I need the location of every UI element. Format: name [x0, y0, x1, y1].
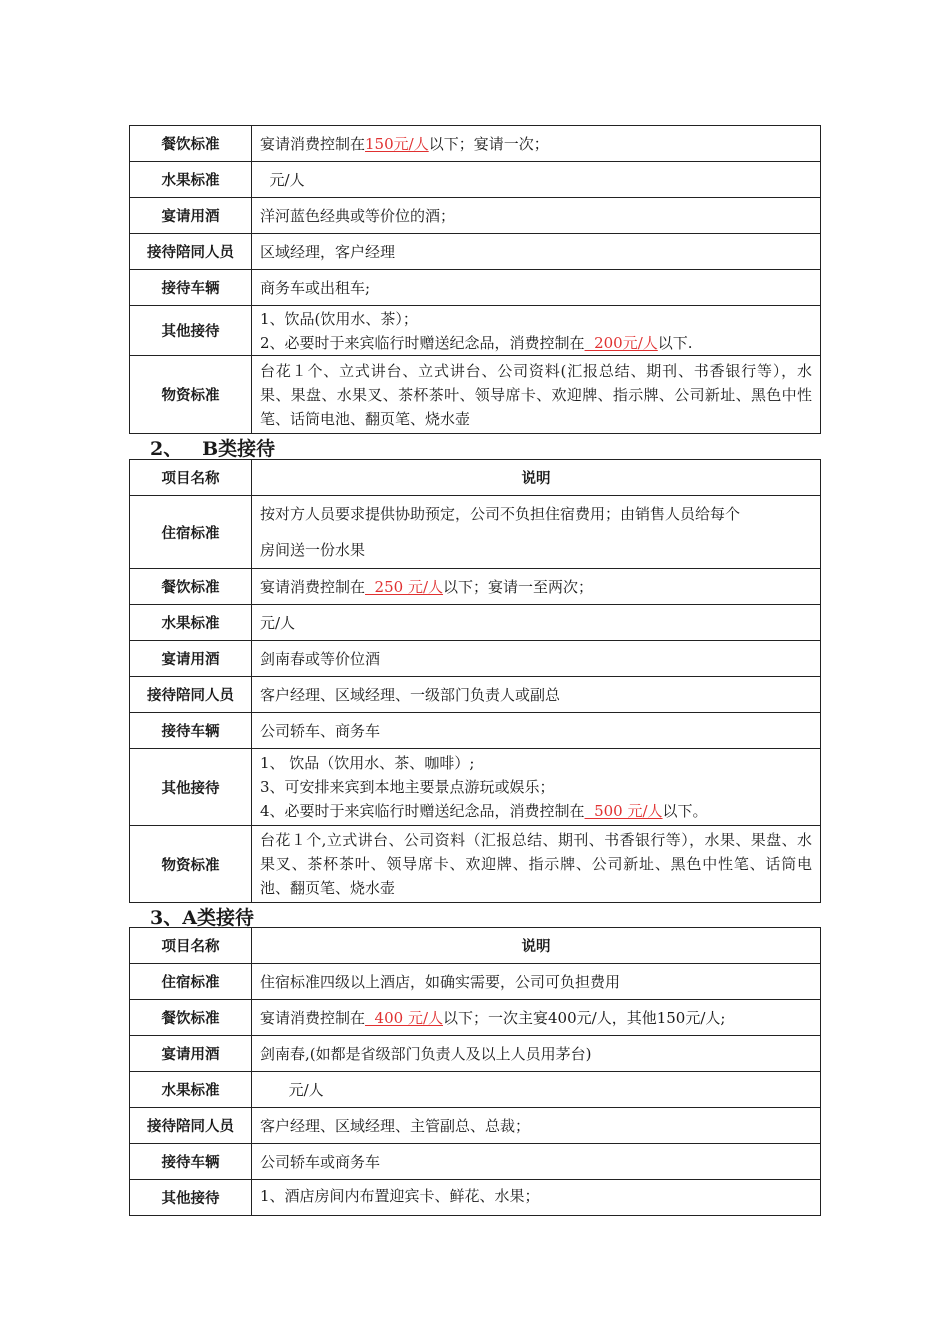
standards-table-b	[129, 459, 821, 903]
row-value: 元/人	[252, 605, 821, 641]
row-value: 公司轿车或商务车	[252, 1144, 821, 1180]
row-value: 区域经理，客户经理	[252, 234, 821, 270]
table-row	[130, 496, 821, 569]
standards-table-c	[129, 125, 821, 434]
table-row	[130, 1072, 821, 1108]
row-label: 物资标准	[130, 826, 252, 903]
row-label: 接待车辆	[130, 713, 252, 749]
row-value: 台花１个,立式讲台、公司资料（汇报总结、期刊、书香银行等），水果、果盘、水果叉、茶杯茶叶、领导席卡、欢迎牌、指示牌、公司新址、黑色中性笔、话筒电池、翻页笔、烧水壶	[252, 826, 821, 903]
row-label: 接待陪同人员	[130, 677, 252, 713]
amount-highlight: 500 元/人	[584, 802, 663, 820]
row-value: 1、 饮品（饮用水、茶、咖啡）; 3、可安排来宾到本地主要景点游玩或娱乐； 4、必要时于来宾临行时赠送纪念品，消费控制在 500 元/人以下。	[252, 749, 821, 826]
amount-highlight: 250 元/人	[365, 577, 444, 596]
column-header-desc: 说明	[252, 460, 821, 496]
row-value: 商务车或出租车;	[252, 270, 821, 306]
amount-highlight: 200元/人	[584, 333, 658, 352]
row-value: 元/人	[252, 1072, 821, 1108]
row-label: 宴请用酒	[130, 1036, 252, 1072]
row-value: 1、酒店房间内布置迎宾卡、鲜花、水果；	[252, 1180, 821, 1216]
table-row	[130, 270, 821, 306]
row-value: 台花１个、立式讲台、立式讲台、公司资料(汇报总结、期刊、书香银行等），水果、果盘、水果叉、茶杯茶叶、领导席卡、欢迎牌、指示牌、公司新址、黑色中性笔、话筒电池、翻页笔、烧水壶	[252, 356, 821, 434]
row-label: 宴请用酒	[130, 641, 252, 677]
row-label: 宴请用酒	[130, 198, 252, 234]
table-row	[130, 234, 821, 270]
standards-table-a	[129, 927, 821, 1216]
table-row	[130, 713, 821, 749]
row-value: 宴请消费控制在 250 元/人以下；宴请一至两次；	[252, 569, 821, 605]
table-row	[130, 1036, 821, 1072]
row-label: 接待车辆	[130, 1144, 252, 1180]
table-row	[130, 306, 821, 356]
row-value: 剑南春或等价位酒	[252, 641, 821, 677]
row-value: 按对方人员要求提供协助预定，公司不负担住宿费用；由销售人员给每个 房间送一份水果	[252, 496, 821, 569]
row-value: 元/人	[252, 162, 821, 198]
amount-highlight: 150元/人	[365, 134, 429, 153]
column-header-desc: 说明	[252, 928, 821, 964]
amount-highlight: 400 元/人	[365, 1008, 444, 1027]
row-label: 接待车辆	[130, 270, 252, 306]
table-row	[130, 1000, 821, 1036]
row-label: 其他接待	[130, 749, 252, 826]
table-row	[130, 641, 821, 677]
row-value: 公司轿车、商务车	[252, 713, 821, 749]
table-row	[130, 826, 821, 903]
row-label: 接待陪同人员	[130, 1108, 252, 1144]
row-label: 住宿标准	[130, 496, 252, 569]
row-label: 餐饮标准	[130, 1000, 252, 1036]
row-label: 水果标准	[130, 162, 252, 198]
row-label: 餐饮标准	[130, 569, 252, 605]
row-value: 住宿标准四级以上酒店，如确实需要，公司可负担费用	[252, 964, 821, 1000]
row-label: 其他接待	[130, 306, 252, 356]
table-row	[130, 964, 821, 1000]
table-header-row	[130, 460, 821, 496]
table-row	[130, 569, 821, 605]
row-label: 其他接待	[130, 1180, 252, 1216]
row-value: 剑南春,(如都是省级部门负责人及以上人员用茅台)	[252, 1036, 821, 1072]
row-value: 宴请消费控制在150元/人以下；宴请一次；	[252, 126, 821, 162]
row-value: 宴请消费控制在 400 元/人以下；一次主宴400元/人，其他150元/人;	[252, 1000, 821, 1036]
table-row	[130, 356, 821, 434]
row-label: 餐饮标准	[130, 126, 252, 162]
row-label: 物资标准	[130, 356, 252, 434]
table-row	[130, 162, 821, 198]
table-row	[130, 198, 821, 234]
row-label: 接待陪同人员	[130, 234, 252, 270]
row-value: 洋河蓝色经典或等价位的酒；	[252, 198, 821, 234]
row-value: 客户经理、区域经理、主管副总、总裁；	[252, 1108, 821, 1144]
table-row	[130, 1144, 821, 1180]
row-value: 客户经理、区域经理、一级部门负责人或副总	[252, 677, 821, 713]
table-row	[130, 677, 821, 713]
row-label: 水果标准	[130, 1072, 252, 1108]
table-row	[130, 1180, 821, 1216]
column-header-name: 项目名称	[130, 928, 252, 964]
table-row	[130, 126, 821, 162]
table-row	[130, 1108, 821, 1144]
column-header-name: 项目名称	[130, 460, 252, 496]
table-row	[130, 749, 821, 826]
row-label: 水果标准	[130, 605, 252, 641]
table-row	[130, 605, 821, 641]
row-value: 1、饮品(饮用水、茶）； 2、必要时于来宾临行时赠送纪念品，消费控制在 200元/人以下.	[252, 306, 821, 356]
section-heading-a: 3、A类接待	[150, 907, 254, 929]
section-heading-b: 2、 B类接待	[150, 438, 276, 460]
table-header-row	[130, 928, 821, 964]
row-label: 住宿标准	[130, 964, 252, 1000]
